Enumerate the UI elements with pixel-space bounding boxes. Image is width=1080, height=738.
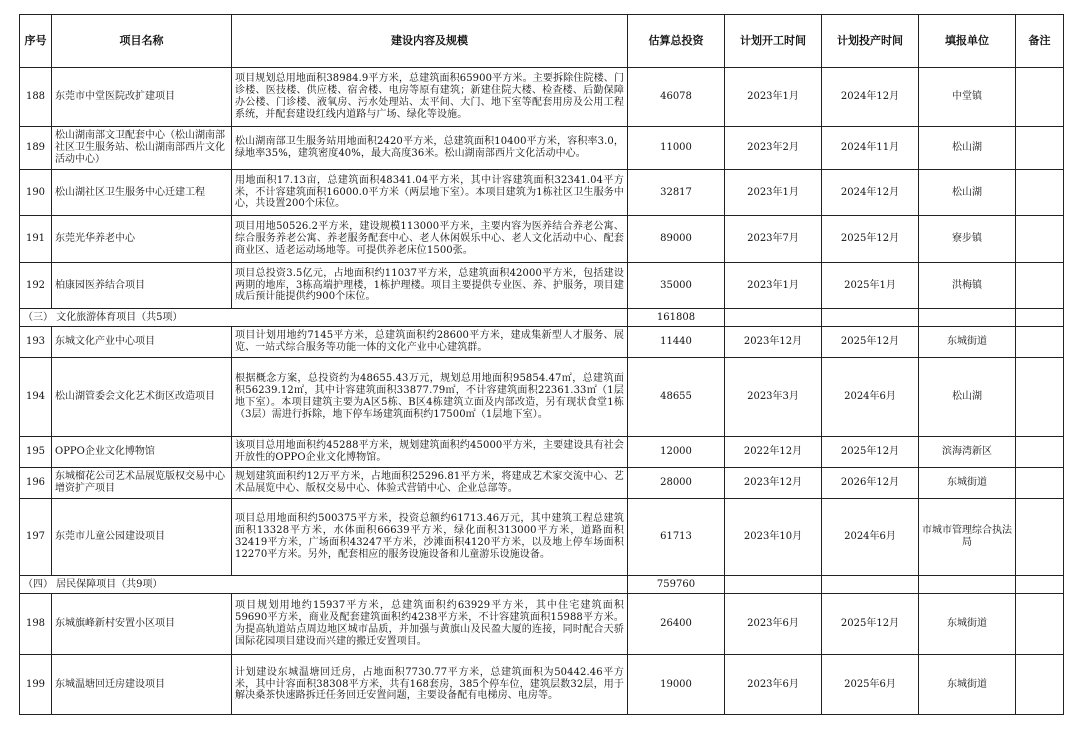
row-investment: 35000 — [628, 263, 725, 309]
row-investment: 61713 — [628, 499, 725, 576]
header-no: 序号 — [20, 15, 52, 68]
row-remark — [1016, 216, 1064, 263]
row-finish: 2025年12月 — [822, 216, 919, 263]
row-finish: 2024年12月 — [822, 170, 919, 216]
row-no: 194 — [20, 358, 52, 437]
row-unit: 东城街道 — [919, 327, 1016, 358]
table-row — [20, 655, 1064, 715]
row-finish: 2025年12月 — [822, 437, 919, 468]
row-no: 188 — [20, 68, 52, 127]
row-start: 2023年3月 — [725, 358, 822, 437]
header-row — [20, 15, 1064, 68]
header-remark: 备注 — [1016, 15, 1064, 68]
row-name: 东莞市儿童公园建设项目 — [52, 499, 232, 576]
row-no: 189 — [20, 127, 52, 170]
table-row — [20, 468, 1064, 499]
row-name: 柏康园医养结合项目 — [52, 263, 232, 309]
row-remark — [1016, 127, 1064, 170]
row-finish: 2026年12月 — [822, 468, 919, 499]
table-row — [20, 263, 1064, 309]
row-finish: 2024年6月 — [822, 499, 919, 576]
row-name: 东莞市中堂医院改扩建项目 — [52, 68, 232, 127]
row-finish: 2024年11月 — [822, 127, 919, 170]
row-unit: 松山湖 — [919, 358, 1016, 437]
row-name: 松山湖管委会文化艺术街区改造项目 — [52, 358, 232, 437]
table-row — [20, 327, 1064, 358]
row-content: 项目计划用地约7145平方米，总建筑面积约28600平方米，建成集新型人才服务、展览、一站式综合服务等功能一体的文化产业中心建筑群。 — [232, 327, 628, 358]
table-row — [20, 437, 1064, 468]
row-no: 195 — [20, 437, 52, 468]
row-name: 东城文化产业中心项目 — [52, 327, 232, 358]
table-row — [20, 594, 1064, 655]
row-investment: 32817 — [628, 170, 725, 216]
row-finish: 2025年6月 — [822, 655, 919, 715]
row-remark — [1016, 499, 1064, 576]
row-content: 项目规划用地约15937平方米，总建筑面积约63929平方米，其中住宅建筑面积59690平方米，商业及配套建筑面积约4238平方米，不计容建筑面积15988平方米。为提高轨道站点周边地区城市品质，并加强与黄旗山及民盈大厦的连接，同时配合天骄国际花园项目建设而兴建的搬迁安置项目。 — [232, 594, 628, 655]
row-content: 项目总投资3.5亿元，占地面积约11037平方米，总建筑面积42000平方米，包括建设两期的地库，3栋高端护理楼，1栋护理楼。项目主要提供专业医、养、护服务，项目建成后预计能提供约900个床位。 — [232, 263, 628, 309]
row-finish: 2025年1月 — [822, 263, 919, 309]
row-remark — [1016, 594, 1064, 655]
row-finish: 2025年12月 — [822, 327, 919, 358]
table-row — [20, 358, 1064, 437]
row-remark — [1016, 437, 1064, 468]
table-row — [20, 170, 1064, 216]
row-unit: 东城街道 — [919, 594, 1016, 655]
row-investment: 89000 — [628, 216, 725, 263]
row-finish: 2025年12月 — [822, 594, 919, 655]
row-investment: 19000 — [628, 655, 725, 715]
row-no: 196 — [20, 468, 52, 499]
row-content: 计划建设东城温塘回迁房，占地面积7730.77平方米，总建筑面积为50442.46平方米，其中计容面积38308平方米，共有168套房，385个停车位，建筑层数32层，用于解决桑茶快速路拆迁任务回迁安置问题，主要设备配有电梯房、电房等。 — [232, 655, 628, 715]
section-investment: 759760 — [628, 576, 725, 594]
row-unit: 松山湖 — [919, 127, 1016, 170]
row-unit: 寮步镇 — [919, 216, 1016, 263]
row-no: 191 — [20, 216, 52, 263]
row-content: 根据概念方案，总投资约为48655.43万元，规划总用地面积95854.47㎡，总建筑面积56239.12㎡，其中计容建筑面积33877.79㎡，不计容建筑面积22361.33㎡（1层地下室）。本项目建筑主要为A区5栋、B区4栋建筑立面及内部改造，另有现状食堂1栋（3层）需进行拆除，地下停车场建筑面积约17500㎡（1层地下室）。 — [232, 358, 628, 437]
table-row — [20, 216, 1064, 263]
section-row — [20, 576, 1064, 594]
row-investment: 11000 — [628, 127, 725, 170]
row-remark — [1016, 68, 1064, 127]
row-name: 东城榴花公司艺术品展览版权交易中心增资扩产项目 — [52, 468, 232, 499]
row-name: 松山湖南部文卫配套中心（松山湖南部社区卫生服务站、松山湖南部西片文化活动中心） — [52, 127, 232, 170]
row-no: 190 — [20, 170, 52, 216]
row-content: 该项目总用地面积约45288平方米，规划建筑面积约45000平方米，主要建设具有社会开放性的OPPO企业文化博物馆。 — [232, 437, 628, 468]
table-row — [20, 499, 1064, 576]
row-unit: 松山湖 — [919, 170, 1016, 216]
row-start: 2022年12月 — [725, 437, 822, 468]
row-content: 项目规划总用地面积38984.9平方米，总建筑面积65900平方米。主要拆除住院楼、门诊楼、医技楼、供应楼、宿舍楼、电房等原有建筑；新建住院大楼、检查楼、后勤保障办公楼、门诊楼、液氧房、污水处理站、太平间、大门、地下室等配套用房及公用工程系统，并配套建设红线内道路与广场、绿化等设施。 — [232, 68, 628, 127]
row-no: 193 — [20, 327, 52, 358]
row-start: 2023年1月 — [725, 68, 822, 127]
row-remark — [1016, 655, 1064, 715]
row-finish: 2024年6月 — [822, 358, 919, 437]
row-name: OPPO企业文化博物馆 — [52, 437, 232, 468]
row-investment: 11440 — [628, 327, 725, 358]
row-unit: 洪梅镇 — [919, 263, 1016, 309]
row-unit: 东城街道 — [919, 468, 1016, 499]
header-unit: 填报单位 — [919, 15, 1016, 68]
row-name: 东莞光华养老中心 — [52, 216, 232, 263]
row-name: 东城旗峰新村安置小区项目 — [52, 594, 232, 655]
header-name: 项目名称 — [52, 15, 232, 68]
row-investment: 28000 — [628, 468, 725, 499]
row-remark — [1016, 327, 1064, 358]
row-start: 2023年12月 — [725, 327, 822, 358]
section-investment: 161808 — [628, 309, 725, 327]
header-finish: 计划投产时间 — [822, 15, 919, 68]
row-content: 项目总用地面积约500375平方米，投资总额约61713.46万元，其中建筑工程总建筑面积13328平方米，水体面积66639平方米，绿化面积313000平方米，道路面积32419平方米，广场面积43247平方米，沙滩面积4120平方米，以及地上停车场面积12270平方米。另外，配套相应的服务设施设备和儿童游乐设施设备。 — [232, 499, 628, 576]
table-row — [20, 68, 1064, 127]
row-content: 用地面积17.13亩，总建筑面积48341.04平方米，其中计容建筑面积32341.04平方米，不计容建筑面积16000.0平方米（两层地下室）。本项目建筑为1栋社区卫生服务中心，共设置200个床位。 — [232, 170, 628, 216]
header-investment: 估算总投资 — [628, 15, 725, 68]
row-start: 2023年6月 — [725, 594, 822, 655]
row-investment: 46078 — [628, 68, 725, 127]
row-start: 2023年2月 — [725, 127, 822, 170]
row-start: 2023年10月 — [725, 499, 822, 576]
header-content: 建设内容及规模 — [232, 15, 628, 68]
row-name: 东城温塘回迁房建设项目 — [52, 655, 232, 715]
section-label: （三） 文化旅游体育项目（共5项） — [20, 309, 628, 327]
row-unit: 东城街道 — [919, 655, 1016, 715]
project-table — [19, 14, 1064, 715]
row-content: 松山湖南部卫生服务站用地面积2420平方米，总建筑面积10400平方米，容积率3.0，绿地率35%，建筑密度40%，最大高度36米。松山湖南部西片文化活动中心。 — [232, 127, 628, 170]
table-row — [20, 127, 1064, 170]
row-name: 松山湖社区卫生服务中心迁建工程 — [52, 170, 232, 216]
row-investment: 48655 — [628, 358, 725, 437]
row-start: 2023年7月 — [725, 216, 822, 263]
section-label: （四） 居民保障项目（共9项） — [20, 576, 628, 594]
row-remark — [1016, 358, 1064, 437]
row-remark — [1016, 263, 1064, 309]
row-no: 192 — [20, 263, 52, 309]
row-unit: 中堂镇 — [919, 68, 1016, 127]
section-row — [20, 309, 1064, 327]
row-start: 2023年6月 — [725, 655, 822, 715]
row-content: 规划建筑面积约12万平方米，占地面积25296.81平方米，将建成艺术家交流中心、艺术品展览中心、版权交易中心、体验式营销中心、企业总部等。 — [232, 468, 628, 499]
row-remark — [1016, 170, 1064, 216]
row-no: 198 — [20, 594, 52, 655]
row-investment: 12000 — [628, 437, 725, 468]
row-content: 项目用地50526.2平方米，建设规模113000平方米，主要内容为医养结合养老公寓、综合服务养老公寓、养老服务配套中心、老人休闲娱乐中心、老人文化活动中心、配套商业区、适老运动场地等。可提供养老床位1500张。 — [232, 216, 628, 263]
row-start: 2023年12月 — [725, 468, 822, 499]
row-investment: 26400 — [628, 594, 725, 655]
row-unit: 市城市管理综合执法局 — [919, 499, 1016, 576]
row-remark — [1016, 468, 1064, 499]
row-start: 2023年1月 — [725, 170, 822, 216]
row-no: 199 — [20, 655, 52, 715]
row-finish: 2024年12月 — [822, 68, 919, 127]
header-start: 计划开工时间 — [725, 15, 822, 68]
row-unit: 滨海湾新区 — [919, 437, 1016, 468]
row-no: 197 — [20, 499, 52, 576]
row-start: 2023年1月 — [725, 263, 822, 309]
